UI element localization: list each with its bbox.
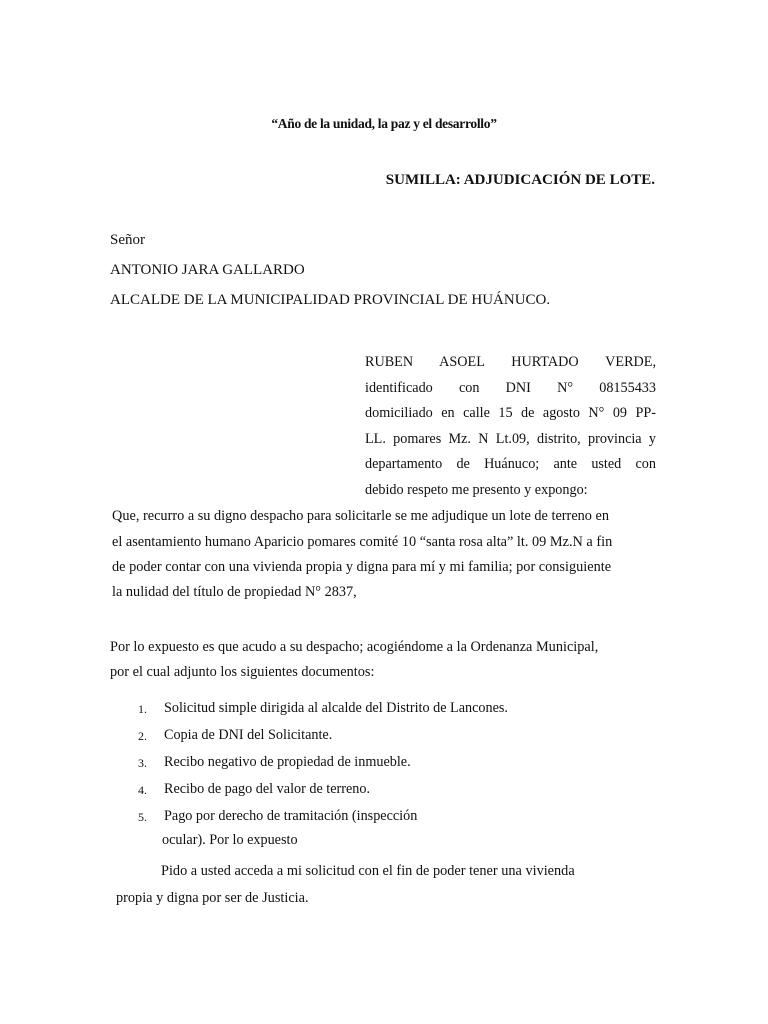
sumilla-heading: SUMILLA: ADJUDICACIÓN DE LOTE. (385, 172, 655, 188)
list-number: 1. (138, 702, 147, 716)
list-text: Recibo de pago del valor de terreno. (164, 781, 371, 797)
list-text: Pago por derecho de tramitación (inspección (164, 808, 418, 824)
list-number: 3. (138, 756, 147, 770)
intro-line: LL. pomares Mz. N Lt.09, distrito, provincia y (365, 430, 656, 447)
list-text: Solicitud simple dirigida al alcalde del Distrito de Lancones. (164, 700, 508, 716)
intro-line: debido respeto me presento y expongo: (365, 481, 588, 498)
attachments-intro-line: Por lo expuesto es que acudo a su despacho; acogiéndome a la Ordenanza Municipal, (110, 639, 599, 655)
closing-line: propia y digna por ser de Justicia. (116, 890, 309, 906)
list-number: 5. (138, 810, 147, 824)
list-item (138, 696, 508, 723)
list-number: 2. (138, 729, 147, 743)
intro-line: departamento de Huánuco; ante usted con (365, 456, 656, 473)
request-line: de poder contar con una vivienda propia y digna para mí y mi familia; por consiguiente (112, 559, 612, 575)
attachments-intro-line: por el cual adjunto los siguientes documentos: (110, 664, 375, 680)
intro-line: domiciliado en calle 15 de agosto N° 09 PP- (365, 405, 656, 422)
intro-line: RUBEN ASOEL HURTADO VERDE, (365, 354, 656, 370)
request-line: la nulidad del título de propiedad N° 2837, (112, 584, 357, 600)
request-line: el asentamiento humano Aparicio pomares comité 10 “santa rosa alta” lt. 09 Mz.N a fin (112, 534, 613, 550)
addressee-name: ANTONIO JARA GALLARDO (110, 262, 305, 278)
year-motto: “Año de la unidad, la paz y el desarrollo” (271, 116, 497, 131)
request-line: Que, recurro a su digno despacho para solicitarle se me adjudique un lote de terreno en (112, 508, 610, 524)
list-item (138, 804, 508, 852)
list-item (138, 750, 508, 777)
list-number: 4. (138, 783, 147, 797)
closing-line: Pido a usted acceda a mi solicitud con el fin de poder tener una vivienda (161, 863, 575, 879)
salutation: Señor (110, 232, 145, 248)
list-text-continuation: ocular). Por lo expuesto (162, 832, 298, 848)
list-item (138, 723, 508, 750)
list-text: Copia de DNI del Solicitante. (164, 727, 333, 743)
petitioner-intro (365, 350, 656, 504)
list-text: Recibo negativo de propiedad de inmueble. (164, 754, 411, 770)
list-item (138, 777, 508, 804)
documents-list (138, 696, 508, 852)
intro-line: identificado con DNI N° 08155433 (365, 379, 656, 396)
addressee-position: ALCALDE DE LA MUNICIPALIDAD PROVINCIAL DE HUÁNUCO. (110, 292, 551, 308)
